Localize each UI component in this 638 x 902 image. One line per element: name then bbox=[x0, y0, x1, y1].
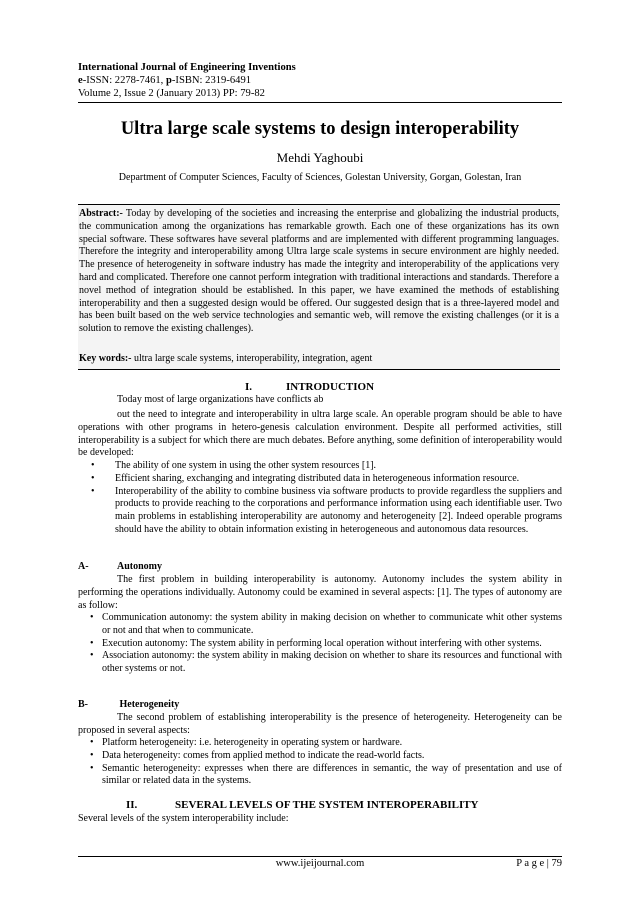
journal-volume: Volume 2, Issue 2 (January 2013) PP: 79-82 bbox=[78, 88, 265, 99]
bullet-icon: • bbox=[90, 737, 94, 748]
list-item: • Execution autonomy: The system ability in performing local operation without interfering with other systems. bbox=[90, 637, 542, 649]
section1-bullet-list bbox=[91, 460, 562, 537]
list-item: • Interoperability of the ability to combine business via software products to provide regardless the suppliers and products to provide reaching to the corporations and performance information using each identifiable user. Two main problems in establishing interoperability are autonomy and heterogeneity [2]. Indeed operable programs should have the ability to obtain information existing in heterogeneous and autonomous data resources. bbox=[91, 485, 562, 535]
paper-title: Ultra large scale systems to design interoperability bbox=[120, 119, 520, 139]
list-item: • Data heterogeneity: comes from applied method to indicate the read-world facts. bbox=[90, 749, 425, 761]
section1-title: INTRODUCTION bbox=[286, 381, 375, 393]
abstract-text: Abstract:- Today by developing of the societies and increasing the enterprise and globalizing the industrial products, the communication among the organizations has remarkable growth. Each one of these organizations has its own special software. These softwares have several platforms and are implemented with different programming languages. Therefore the integrity and interoperability among Ultra large scale systems in secure environment are highly needed. The presence of heterogeneity in software industry has made the integrity and interoperability of the applications very hard and complicated. Therefore one cannot perform integration with traditional interactions and standards. Therefore a novel method of integration should be established. In this paper, we have examined the methods of establishing interoperability and then a suggested design would be offered. Our suggested design that is a three-layered model and has been built based on the web service technologies and semantic web, will remove the existing challenges (or it is a solution to remove the existing challenges). bbox=[79, 208, 559, 335]
journal-header bbox=[78, 61, 562, 100]
section2-number: II. bbox=[126, 799, 138, 811]
list-item: • Efficient sharing, exchanging and integrating distributed data in heterogeneous information resource. bbox=[91, 472, 520, 484]
list-item: • Association autonomy: the system ability in making decision on whether to share its resources and functional with other systems or not. bbox=[90, 650, 562, 675]
bullet-icon: • bbox=[91, 485, 95, 497]
bullet-icon: • bbox=[91, 460, 95, 471]
section1-number: I. bbox=[245, 381, 253, 393]
subsection-b-bullet-list bbox=[90, 737, 562, 788]
section2-title: SEVERAL LEVELS OF THE SYSTEM INTEROPERABILITY bbox=[175, 799, 479, 811]
paper-author: Mehdi Yaghoubi bbox=[276, 150, 364, 165]
subsection-a-heading: A- Autonomy bbox=[78, 561, 163, 572]
section1-line1: Today most of large organizations have conflicts ab bbox=[117, 394, 324, 405]
footer-url: www.ijeijournal.com bbox=[275, 858, 365, 869]
list-item: • Communication autonomy: the system ability in making decision on whether to communicate whit other systems or not and that when to communicate. bbox=[90, 612, 562, 636]
subsection-a-paragraph: The first problem in building interoperability is autonomy. Autonomy includes the system ability in performing the operations individually. Autonomy could be examined in several aspects: [1]. The types of autonomy are as follow: bbox=[78, 574, 562, 611]
bullet-icon: • bbox=[91, 472, 95, 484]
footer-page-number: P a g e | 79 bbox=[516, 858, 562, 869]
bullet-icon: • bbox=[90, 650, 94, 662]
paper-affiliation: Department of Computer Sciences, Faculty of Sciences, Golestan University, Gorgan, Golestan, Iran bbox=[118, 172, 522, 183]
section1-paragraph: out the need to integrate and interoperability in ultra large scale. An operable program should be able to have operations with other programs in hetero-genesis calculation environment. Despite all performed activities, still interoperability is a subject for which there are much debates. Before anything, some definition of interoperability would be developed: bbox=[78, 409, 562, 459]
bullet-icon: • bbox=[90, 749, 94, 761]
header-rule bbox=[78, 102, 562, 103]
keywords: Key words:- ultra large scale systems, interoperability, integration, agent bbox=[79, 353, 373, 364]
bullet-icon: • bbox=[90, 637, 94, 649]
bullet-icon: • bbox=[90, 612, 94, 623]
journal-issn: e-ISSN: 2278-7461, p-ISBN: 2319-6491 bbox=[78, 75, 252, 86]
footer-rule bbox=[78, 856, 562, 857]
list-item: • Semantic heterogeneity: expresses when there are differences in semantic, the way of presentation and use of similar or related data in the systems. bbox=[90, 762, 562, 787]
list-item: • Platform heterogeneity: i.e. heterogeneity in operating system or hardware. bbox=[90, 737, 403, 748]
subsection-b-heading: B- Heterogeneity bbox=[78, 699, 180, 710]
subsection-b-paragraph: The second problem of establishing interoperability is the presence of heterogeneity. Heterogeneity can be proposed in several aspects: bbox=[78, 712, 562, 736]
subsection-a-bullet-list bbox=[90, 612, 562, 676]
list-item: • The ability of one system in using the other system resources [1]. bbox=[91, 460, 377, 471]
abstract-box bbox=[78, 204, 560, 370]
section2-line1: Several levels of the system interoperability include: bbox=[78, 813, 289, 824]
journal-name: International Journal of Engineering Inventions bbox=[78, 62, 296, 73]
bullet-icon: • bbox=[90, 762, 94, 774]
